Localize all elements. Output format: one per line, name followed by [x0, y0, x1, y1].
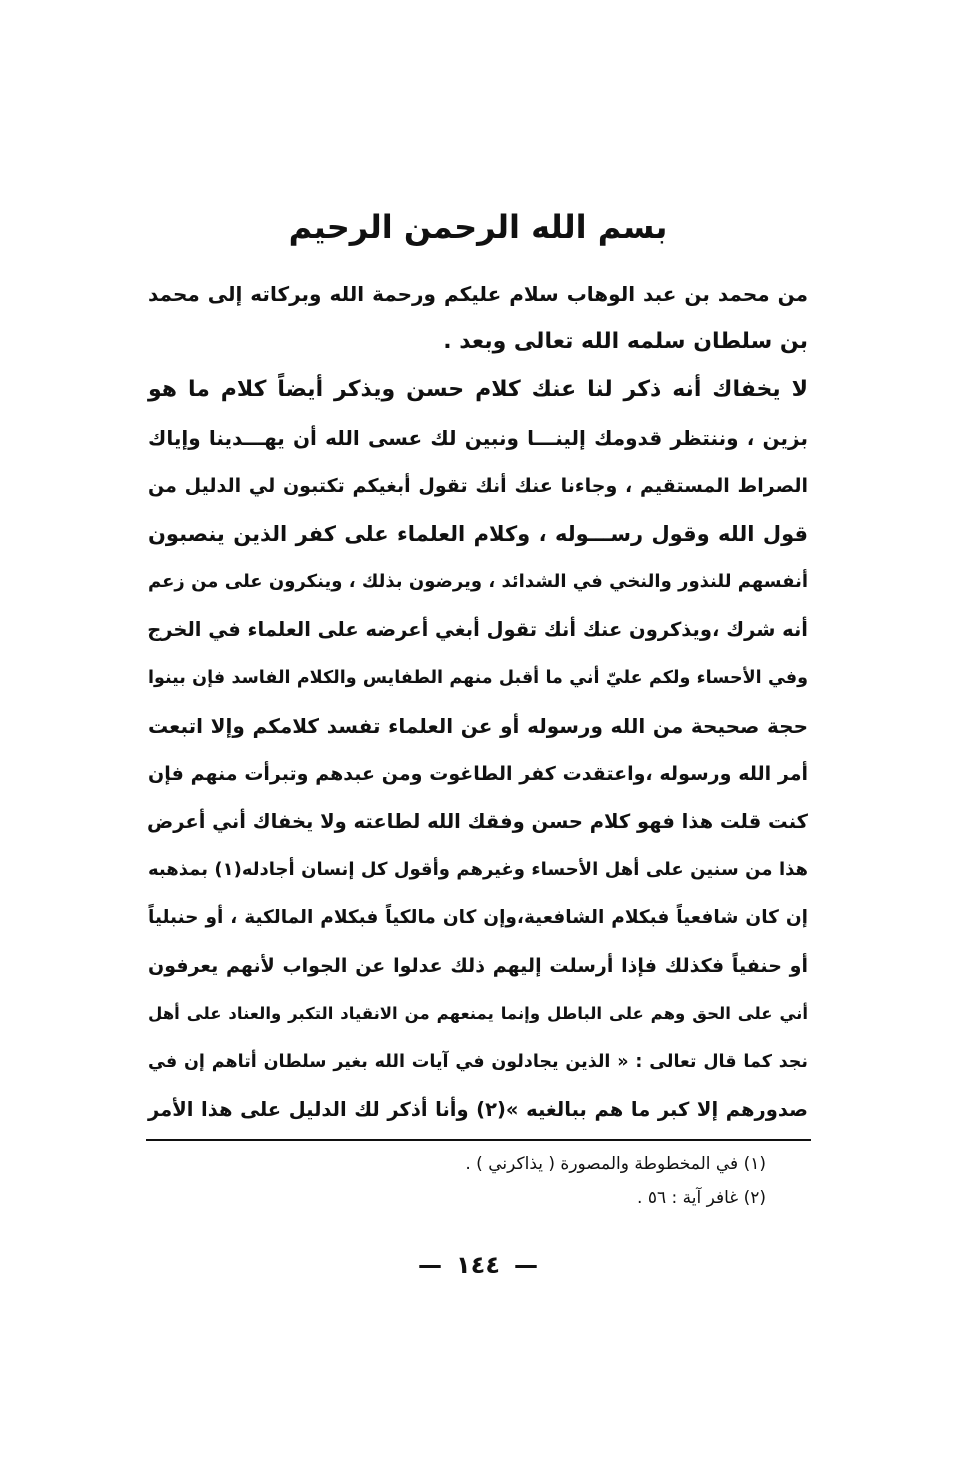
- body-line: نجد كما قال تعالى : « الذين يجادلون في آيات الله بغير سلطان أتاهم إن في: [148, 1052, 808, 1072]
- body-line: لا يخفاك أنه ذكر لنا عنك كلام حسن ويذكر أيضاً كلام ما هو: [148, 377, 808, 402]
- body-line: إن كان شافعياً فبكلام الشافعية،وإن كان مالكياً فبكلام المالكية ، أو حنبلياً: [148, 907, 808, 928]
- body-line: هذا من سنين على أهل الأحساء وغيرهم وأقول كل إنسان أجادله(١) بمذهبه: [148, 859, 808, 880]
- footnote: (٢) غافر آية : ٥٦ .: [637, 1188, 766, 1208]
- body-line: الصراط المستقيم ، وجاءنا عنك أنك تقول أبغيكم تكتبون لي الدليل من: [148, 475, 808, 497]
- body-line: وفي الأحساء ولكم عليّ أني ما أقبل منهم الطفايس والكلام الفاسد فإن بينوا: [148, 668, 808, 688]
- page-number: [0, 1245, 956, 1285]
- footnote: (١) في المخطوطة والمصورة ( يذاكرني ) .: [465, 1154, 766, 1174]
- body-line: بن سلطان سلمه الله تعالى وبعد .: [443, 329, 808, 354]
- body-line: أنفسهم للنذور والنخي في الشدائد ، ويرضون بذلك ، وينكرون على من زعم: [148, 571, 808, 592]
- body-line: كنت قلت هذا فهو كلام حسن وفقك الله لطاعته ولا يخفاك أني أعرض: [147, 810, 808, 833]
- basmala-heading: بسم الله الرحمن الرحيم: [288, 208, 668, 246]
- page-number-dash: —: [513, 1251, 538, 1279]
- body-line: بزين ، وننتظر قدومك إلينـــا ونبين لك عسى الله أن يهـــدينا وإياك: [148, 426, 808, 450]
- page-number-dash: —: [418, 1251, 443, 1279]
- footnote-separator: [146, 1139, 811, 1141]
- body-line: أنه شرك ،ويذكرون عنك أنك تقول أبغي أعرضه على العلماء في الخرج: [147, 618, 808, 641]
- body-line: أني على الحق وهم على الباطل وإنما يمنعهم من الانقياد التكبر والعناد على أهل: [148, 1004, 808, 1023]
- body-line: أو حنفياً فكذلك فإذا أرسلت إليهم ذلك عدلوا عن الجواب لأنهم يعرفون: [148, 955, 808, 977]
- body-line: من محمد بن عبد الوهاب سلام عليكم ورحمة الله وبركاته إلى محمد: [148, 282, 808, 306]
- body-line: أمر الله ورسوله ،واعتقدت كفر الطاغوت ومن عبدهم وتبرأت منهم فإن: [148, 763, 808, 785]
- body-line: صدورهم إلا كبر ما هم ببالغيه »(٢) وأنا أذكر لك الدليل على هذا الأمر: [148, 1098, 808, 1121]
- body-line: قول الله وقول رســـوله ، وكلام العلماء على كفر الذين ينصبون: [148, 522, 808, 546]
- body-line: حجة صحيحة من الله ورسوله أو عن العلماء تفسد كلامكم وإلا اتبعت: [148, 714, 808, 738]
- page-number-value: ١٤٤: [456, 1251, 500, 1279]
